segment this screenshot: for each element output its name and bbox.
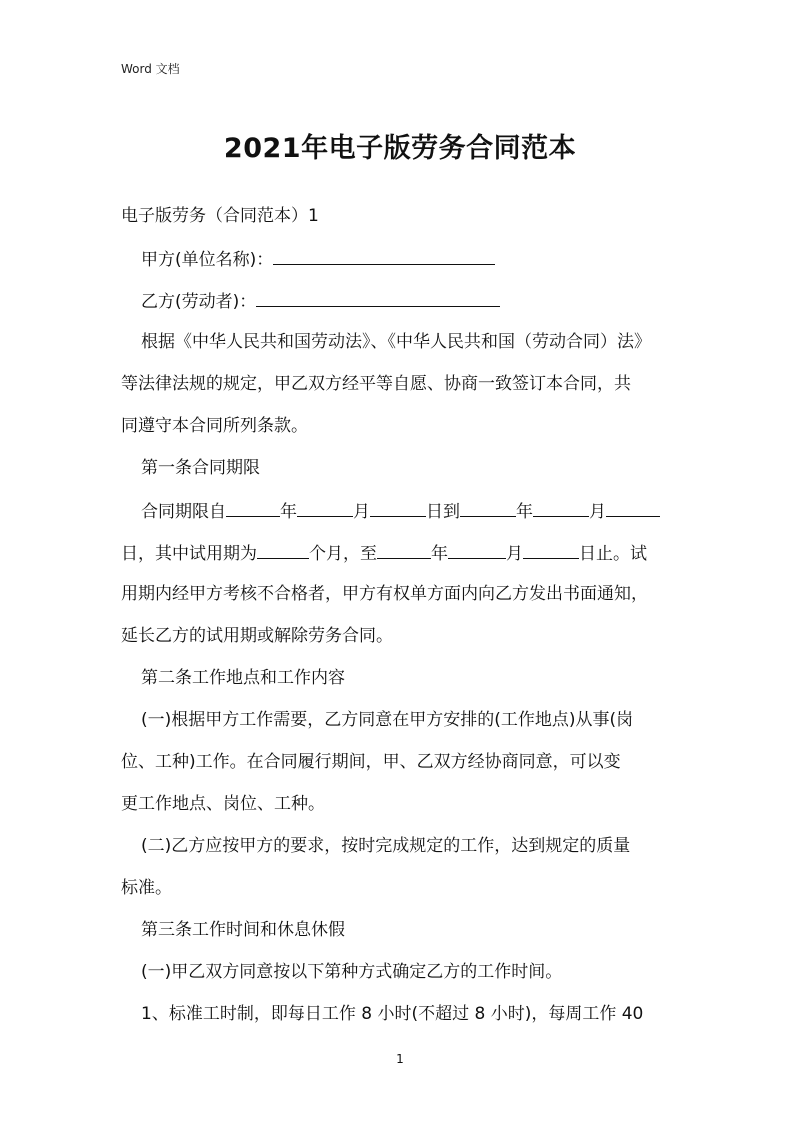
paragraph-line: 等法律法规的规定，甲乙双方经平等自愿、协商一致签订本合同，共 bbox=[121, 374, 631, 394]
party-b-line bbox=[141, 288, 500, 314]
paragraph-line: 标准。 bbox=[121, 878, 172, 898]
blank-field bbox=[226, 498, 280, 517]
blank-field bbox=[370, 498, 426, 517]
term-text: 年 bbox=[280, 502, 297, 522]
party-a-line bbox=[141, 246, 495, 272]
section-heading: 第三条工作时间和休息休假 bbox=[141, 920, 345, 940]
paragraph-line: (一)甲乙双方同意按以下第种方式确定乙方的工作时间。 bbox=[141, 962, 563, 982]
blank-field bbox=[297, 498, 353, 517]
blank-field bbox=[533, 498, 589, 517]
blank-field bbox=[460, 498, 516, 517]
paragraph-line: 更工作地点、岗位、工种。 bbox=[121, 794, 325, 814]
paragraph-line: 延长乙方的试用期或解除劳务合同。 bbox=[121, 626, 393, 646]
party-b-blank bbox=[256, 288, 500, 307]
blank-field bbox=[257, 540, 309, 559]
term-line bbox=[141, 498, 660, 524]
term-text: 月 bbox=[353, 502, 370, 522]
term-text: 年 bbox=[516, 502, 533, 522]
blank-field bbox=[377, 540, 431, 559]
blank-field bbox=[523, 540, 579, 559]
page-number: 1 bbox=[396, 1052, 404, 1066]
document-header: Word 文档 bbox=[121, 62, 180, 76]
party-b-label: 乙方(劳动者)： bbox=[141, 292, 257, 312]
term-text: 合同期限自 bbox=[141, 502, 226, 522]
party-a-blank bbox=[273, 246, 495, 265]
section-heading: 第二条工作地点和工作内容 bbox=[141, 668, 345, 688]
blank-field bbox=[448, 540, 506, 559]
paragraph-line: 用期内经甲方考核不合格者，甲方有权单方面内向乙方发出书面通知， bbox=[121, 584, 648, 604]
term-text: 月 bbox=[506, 544, 523, 564]
paragraph-line: 1、标准工时制，即每日工作 8 小时(不超过 8 小时)，每周工作 40 bbox=[141, 1004, 644, 1024]
document-title: 2021年电子版劳务合同范本 bbox=[223, 133, 577, 164]
term-text: 年 bbox=[431, 544, 448, 564]
paragraph-line: 同遵守本合同所列条款。 bbox=[121, 416, 308, 436]
term-text: 个月，至 bbox=[309, 544, 377, 564]
paragraph-line: 根据《中华人民共和国劳动法》、《中华人民共和国（劳动合同）法》 bbox=[141, 332, 651, 352]
paragraph-line: (一)根据甲方工作需要，乙方同意在甲方安排的(工作地点)从事(岗 bbox=[141, 710, 634, 730]
term-text: 日止。试 bbox=[579, 544, 647, 564]
blank-field bbox=[606, 498, 660, 517]
paragraph-line: (二)乙方应按甲方的要求，按时完成规定的工作，达到规定的质量 bbox=[141, 836, 631, 856]
paragraph-line: 位、工种)工作。在合同履行期间，甲、乙双方经协商同意，可以变 bbox=[121, 752, 621, 772]
probation-line bbox=[121, 540, 647, 566]
term-text: 月 bbox=[589, 502, 606, 522]
contract-subtitle: 电子版劳务（合同范本）1 bbox=[121, 206, 319, 226]
section-heading: 第一条合同期限 bbox=[141, 458, 260, 478]
party-a-label: 甲方(单位名称)： bbox=[141, 250, 274, 270]
term-text: 日，其中试用期为 bbox=[121, 544, 257, 564]
term-text: 日到 bbox=[426, 502, 460, 522]
